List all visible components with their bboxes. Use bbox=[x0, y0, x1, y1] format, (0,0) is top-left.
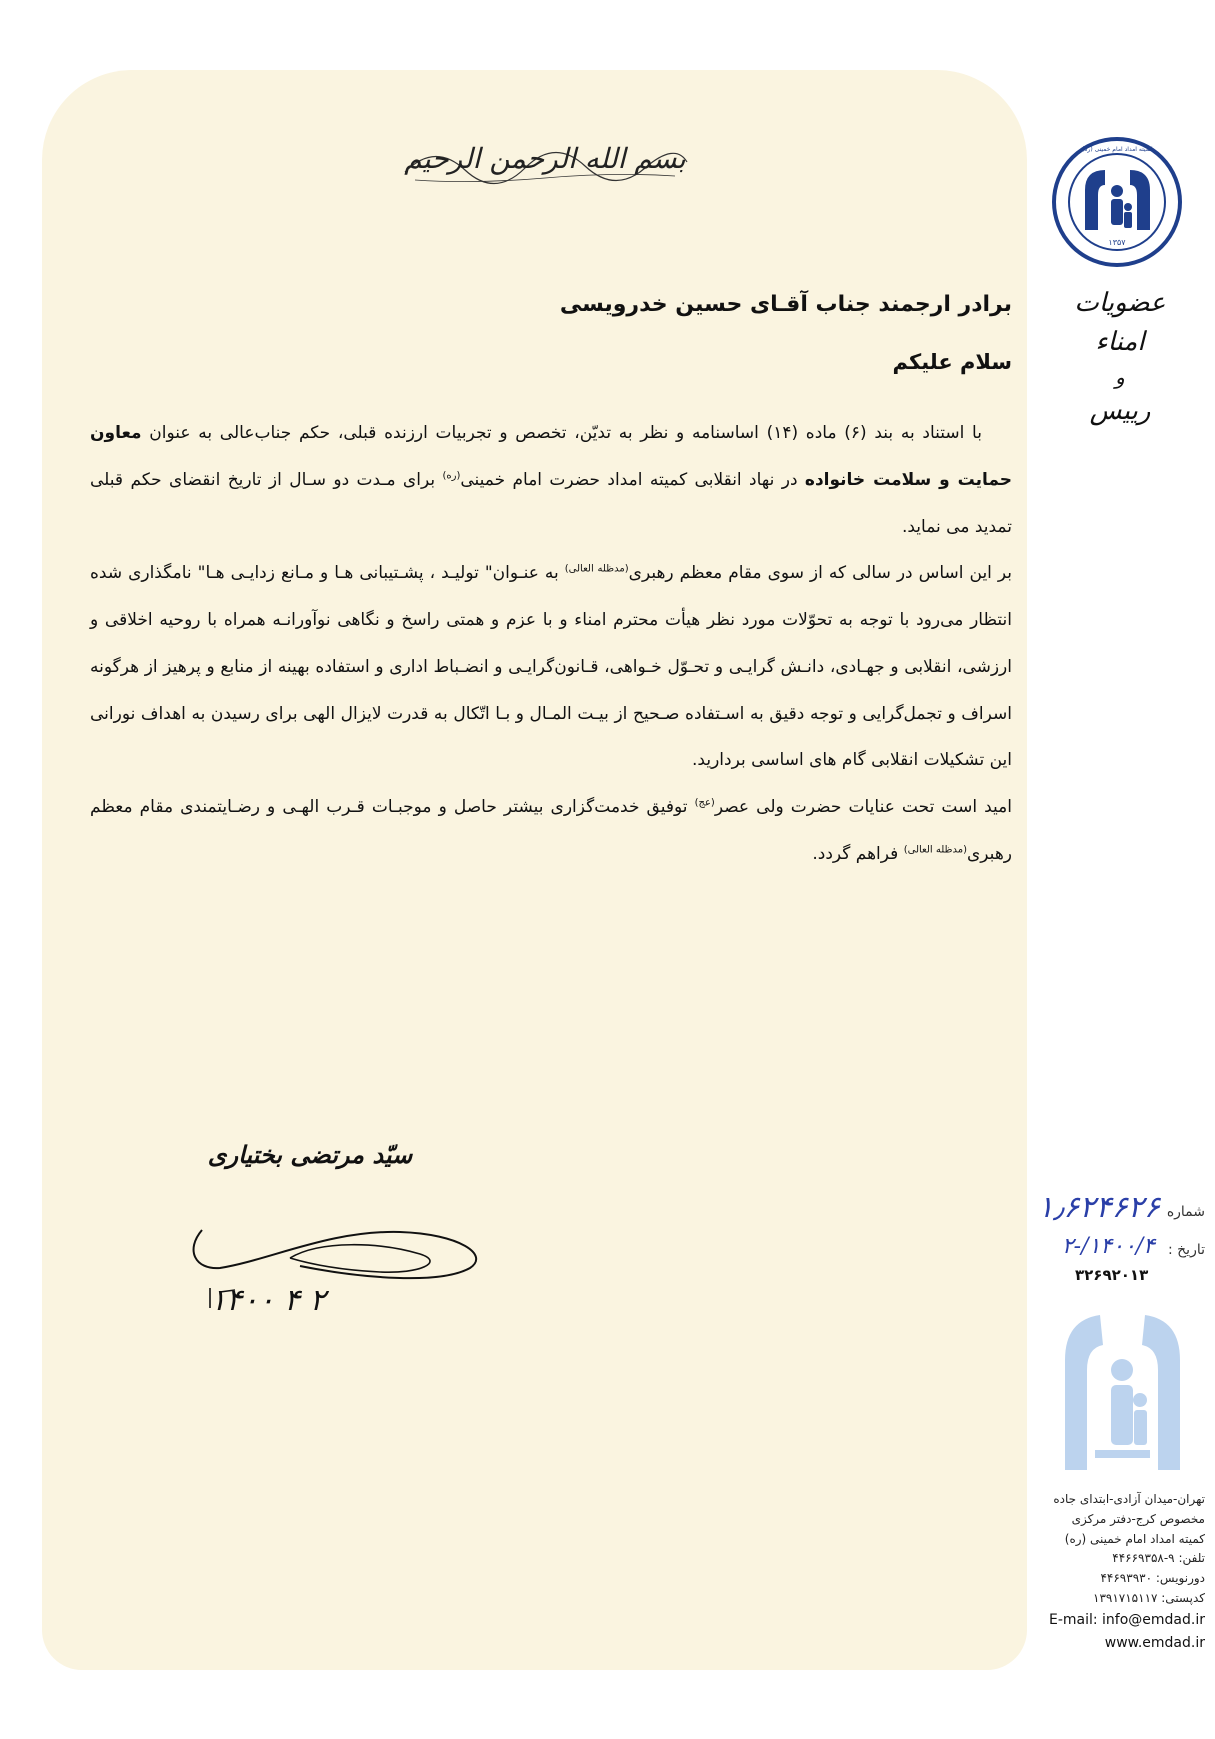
registration-box bbox=[1000, 1190, 1210, 1284]
svg-text:کمیته امداد امام خمینی (ره): کمیته امداد امام خمینی (ره) bbox=[1081, 146, 1153, 153]
email[interactable]: E-mail: info@emdad.ir bbox=[1048, 1611, 1205, 1628]
paragraph-3: امید است تحت عنایات حضرت ولی عصر$^{(عج)}$ توفیق خدمت‌گزاری بیشتر حاصل و موجبـات قـرب الهـی و رضـایتمندی مقام معظم رهبری$^{(مدظله العالی)}$ فراهم گردد. bbox=[90, 797, 1012, 864]
postal-code: کدپستی: ۱۳۹۱۷۱۵۱۱۷ bbox=[1093, 1590, 1205, 1605]
greeting: سلام علیکم bbox=[892, 350, 1012, 374]
emdad-logo bbox=[1050, 135, 1185, 270]
reg-number-row bbox=[1000, 1190, 1210, 1228]
reg-date-value: ۱۴۰۰/۴/-۲ bbox=[1061, 1234, 1155, 1259]
address-line-2: مخصوص کرج-دفتر مرکزی bbox=[1071, 1511, 1205, 1526]
handwritten-date: ۱۴۰۰ ۴ ۲ bbox=[210, 1283, 326, 1318]
board-title-line3: رییس bbox=[1089, 396, 1151, 426]
reg-date-row bbox=[1000, 1228, 1210, 1266]
salutation: برادر ارجمند جناب آقـای حسین خدرویسی bbox=[559, 292, 1012, 317]
reg-code: ۳۲۶۹۲۰۱۳ bbox=[1075, 1266, 1149, 1284]
position-title: معاون حمایت و سلامت خانواده bbox=[90, 423, 1012, 490]
reg-date-label: تاریخ : bbox=[1167, 1242, 1205, 1258]
website-link[interactable]: www.emdad.ir bbox=[1104, 1634, 1205, 1651]
signature-block bbox=[180, 1140, 510, 1320]
bismillah-text: بسم الله الرحمن الرحیم bbox=[404, 142, 686, 175]
bismillah-calligraphy bbox=[395, 132, 695, 190]
signature-scribble bbox=[180, 1170, 510, 1320]
address-line-1: تهران-میدان آزادی-ابتدای جاده bbox=[1053, 1492, 1205, 1506]
signer-name: سیّد مرتضی بختیاری bbox=[207, 1140, 413, 1169]
fax: دورنویس: ۴۴۶۹۳۹۳۰ bbox=[1100, 1571, 1205, 1586]
letter-body bbox=[90, 410, 1012, 878]
board-title bbox=[1055, 284, 1185, 431]
svg-text:۱۳۵۷: ۱۳۵۷ bbox=[1108, 238, 1126, 247]
contact-info bbox=[1000, 1490, 1205, 1655]
phone: تلفن: ۹-۴۴۶۶۹۳۵۸ bbox=[1112, 1551, 1205, 1566]
reg-number-label: شماره bbox=[1166, 1204, 1205, 1220]
paragraph-2: بر این اساس در سالی که از سوی مقام معظم رهبری$^{(مدظله العالی)}$ به عنـوان" تولیـد ، پشـتیبانی هـا و مـانع زدایـی هـا" نامگذاری شده انتظار می‌رود با توجه به تحوّلات مورد نظر هیأت محترم امناء و با عزم و همتی راسخ و نگاهی نوآورانـه همراه با روحیه اخلاقی و ارزشی، انقلابی و جهـادی، دانـش گرایـی و تحـوّل خـواهی، قـانون‌گرایـی و انضـباط اداری و استفاده بهینه از منابع و پرهیز از هرگونه اسراف و تجمل‌گرایی و توجه دقیق به اسـتفاده صـحیح از بیـت المـال و بـا اتّکال به قدرت لایزال الهی برای رسیدن به اهداف نورانی این تشکیلات انقلابی گام های اساسی بردارید. bbox=[90, 563, 1013, 771]
paragraph-1: با استناد به بند (۶) ماده (۱۴) اساسنامه و نظر به تدیّن، تخصص و تجربیات ارزنده قبلی، حکم جناب‌عالی به عنوان معاون حمایت و سلامت خانواده در نهاد انقلابی کمیته امداد حضرت امام خمینی$^{(ره)}$ برای مـدت دو سـال از تاریخ انقضای حکم قبلی تمدید می نماید. bbox=[90, 423, 1012, 537]
reg-number-value: ۱٫۶۲۴۶۲۶ bbox=[1037, 1190, 1160, 1225]
board-title-line2: و bbox=[1115, 365, 1125, 389]
board-title-line1: عضویات امناء bbox=[1074, 288, 1166, 357]
address-line-3: کمیته امداد امام خمینی (ره) bbox=[1064, 1531, 1205, 1546]
watermark-logo bbox=[1055, 1300, 1190, 1475]
